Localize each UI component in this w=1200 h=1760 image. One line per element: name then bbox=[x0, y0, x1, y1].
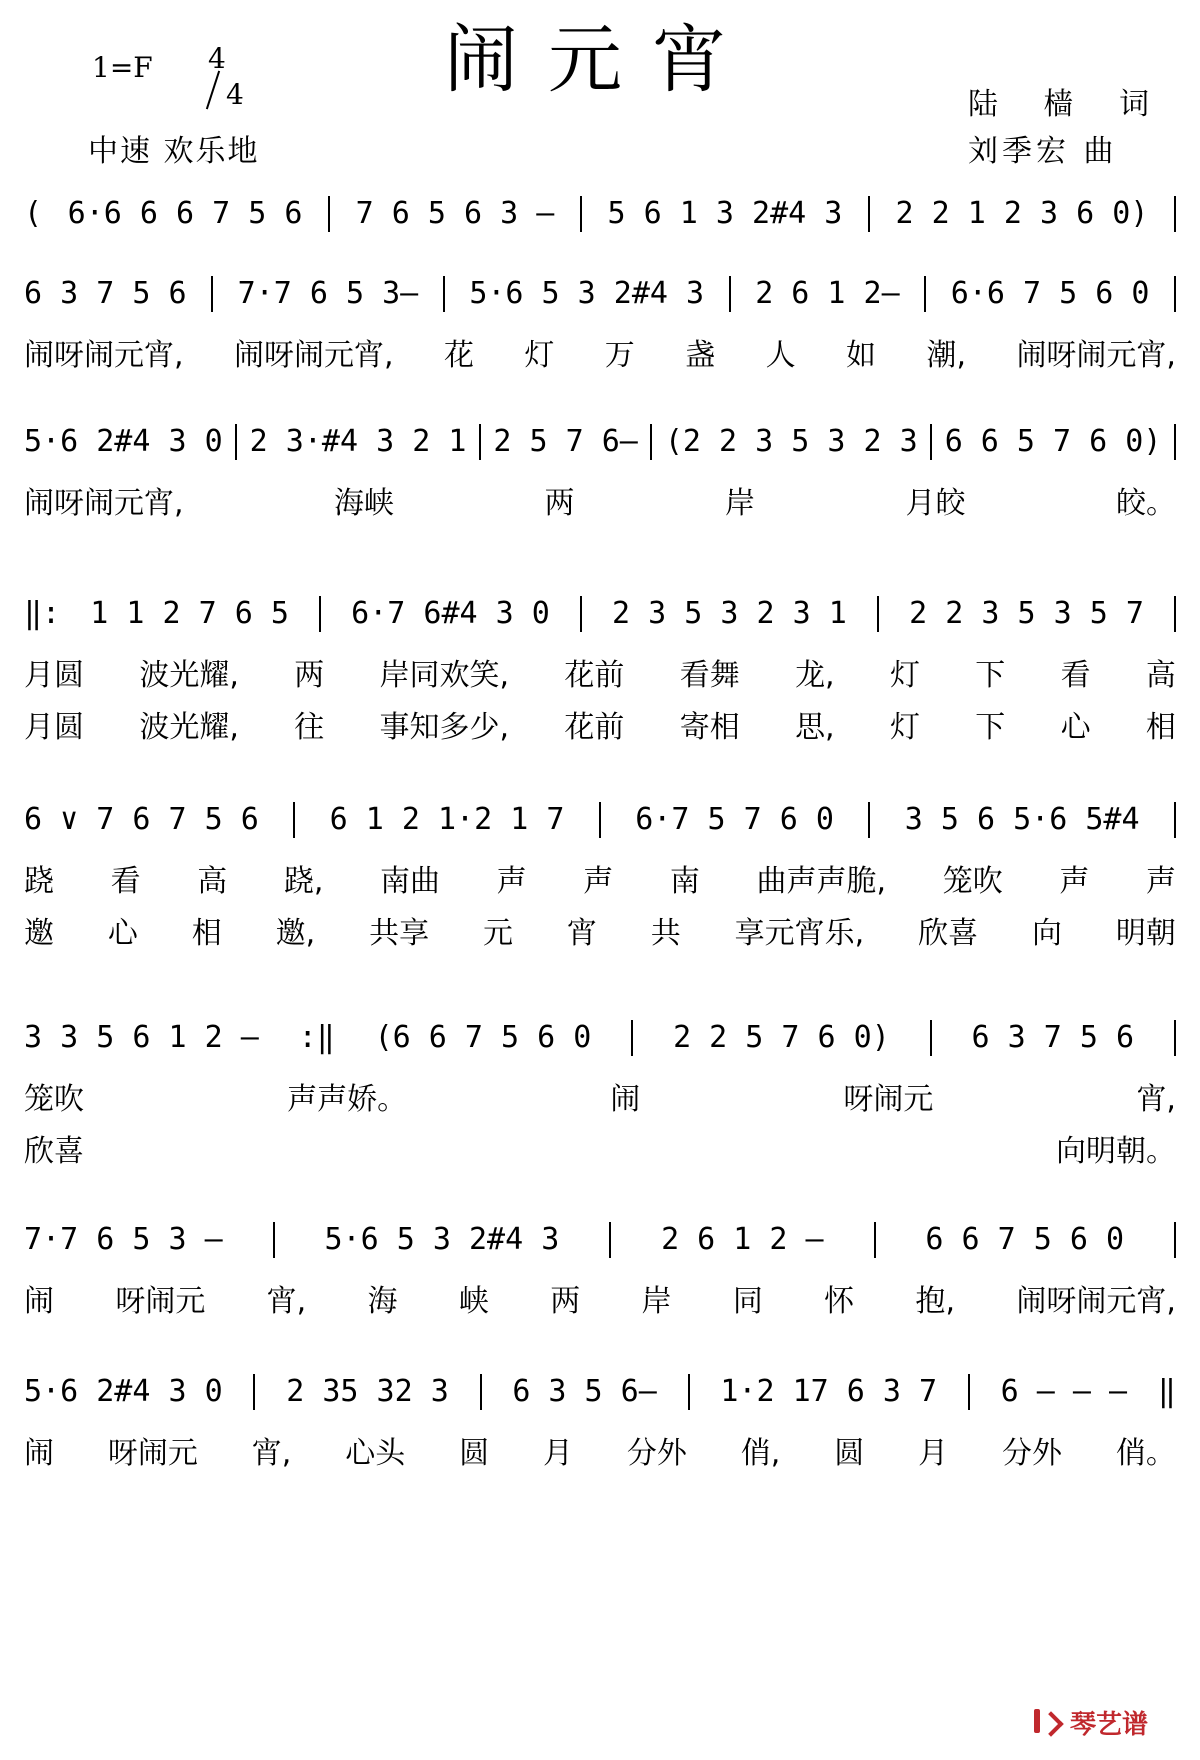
barline bbox=[874, 1222, 876, 1258]
barline bbox=[599, 802, 601, 838]
lyric-word: 万 bbox=[604, 338, 635, 373]
note-group: 2 3 5 3 2 3 1 bbox=[612, 596, 847, 631]
barline bbox=[930, 424, 932, 460]
notation-line bbox=[24, 272, 1176, 316]
lyric-word: 同 bbox=[732, 1284, 763, 1319]
notation-line bbox=[24, 1016, 1176, 1060]
lyric-word: 宵, bbox=[251, 1436, 292, 1471]
note-group: 6·7 5 7 6 0 bbox=[635, 802, 834, 837]
note-group: :‖ bbox=[298, 1020, 335, 1055]
lyric-word: 灯 bbox=[889, 710, 920, 745]
lyric-word: 共享 bbox=[369, 916, 430, 951]
lyric-word: 声 bbox=[1059, 864, 1090, 899]
note-group: 7 6 5 6 3 — bbox=[355, 196, 555, 231]
lyric-word: 圆 bbox=[459, 1436, 490, 1471]
lyric-word: 闹 bbox=[24, 1436, 54, 1471]
barline bbox=[273, 1222, 275, 1258]
lyric-word: 俏。 bbox=[1115, 1436, 1176, 1471]
lyric-word: 相 bbox=[191, 916, 222, 951]
barline bbox=[729, 276, 731, 312]
lyric-word: 相 bbox=[1145, 710, 1176, 745]
lyric-word: 花前 bbox=[564, 658, 625, 693]
notation-line bbox=[24, 192, 1176, 236]
lyric-word: 灯 bbox=[889, 658, 920, 693]
note-group: 6 3 5 6— bbox=[512, 1374, 657, 1409]
barline bbox=[479, 424, 481, 460]
note-group: (2 2 3 5 3 2 3 bbox=[664, 424, 918, 459]
note-group: 6 ∨ 7 6 7 5 6 bbox=[24, 802, 259, 837]
time-signature-slash bbox=[206, 71, 220, 110]
barline bbox=[1174, 1020, 1176, 1056]
note-group: 6·6 6 6 7 5 6 bbox=[67, 196, 303, 231]
barline bbox=[631, 1020, 633, 1056]
note-group: 2 35 32 3 bbox=[286, 1374, 449, 1409]
lyric-word: 海峡 bbox=[334, 486, 395, 521]
lyric-word: 灯 bbox=[524, 338, 555, 373]
lyric-word: 呀闹元 bbox=[843, 1082, 934, 1117]
lyric-word: 呀闹元 bbox=[107, 1436, 198, 1471]
notation-line bbox=[24, 592, 1176, 636]
song-title: 闹元宵 bbox=[444, 17, 756, 103]
watermark bbox=[1030, 1700, 1170, 1744]
note-group: 2 2 1 2 3 6 0) bbox=[895, 196, 1149, 231]
lyric-word: 人 bbox=[765, 338, 796, 373]
barline bbox=[1174, 196, 1176, 232]
barline bbox=[1174, 596, 1176, 632]
note-group: 3 3 5 6 1 2 — bbox=[24, 1020, 259, 1055]
lyric-word: 声声娇。 bbox=[287, 1082, 408, 1117]
note-group: 5·6 2#4 3 0 bbox=[24, 424, 223, 459]
lyric-word: 花前 bbox=[564, 710, 625, 745]
barline bbox=[688, 1374, 690, 1410]
lyric-word: 龙, bbox=[795, 658, 835, 693]
barline bbox=[868, 802, 870, 838]
note-group: 7·7 6 5 3— bbox=[237, 276, 419, 311]
lyric-word: 下 bbox=[975, 710, 1006, 745]
lyric-word: 闹呀闹元宵, bbox=[24, 486, 184, 521]
tempo-marking: 中速 欢乐地 bbox=[88, 134, 260, 169]
lyric-word: 月 bbox=[918, 1436, 949, 1471]
barline bbox=[293, 802, 295, 838]
barline bbox=[1174, 276, 1176, 312]
barline bbox=[1174, 1222, 1176, 1258]
lyric-word: 宵, bbox=[266, 1284, 307, 1319]
lyric-word: 共 bbox=[650, 916, 681, 951]
lyric-word: 向明朝。 bbox=[1056, 1134, 1176, 1169]
lyric-word: 月圆 bbox=[24, 658, 84, 693]
composer-credit: 刘季宏 曲 bbox=[968, 134, 1118, 169]
lyric-word: 向 bbox=[1032, 916, 1062, 951]
lyric-word: 高 bbox=[1145, 658, 1176, 693]
lyric-line bbox=[24, 482, 1176, 526]
lyric-word: 声 bbox=[1145, 864, 1176, 899]
note-group: 2 6 1 2 — bbox=[661, 1222, 824, 1257]
lyric-word: 寄相 bbox=[679, 710, 740, 745]
lyric-line-verse-2 bbox=[24, 706, 1176, 750]
note-group: 1 1 2 7 6 5 bbox=[90, 596, 289, 631]
note-group: (6 6 7 5 6 0 bbox=[374, 1020, 592, 1055]
lyric-line bbox=[24, 1280, 1176, 1324]
note-group: ‖ bbox=[1157, 1374, 1176, 1409]
lyric-word: 看 bbox=[1060, 658, 1091, 693]
lyric-word: 曲声声脆, bbox=[756, 864, 887, 899]
lyric-word: 皎。 bbox=[1115, 486, 1176, 521]
lyric-word: 心 bbox=[107, 916, 138, 951]
lyric-line bbox=[24, 860, 1176, 904]
barline bbox=[930, 1020, 932, 1056]
lyric-word: 花 bbox=[443, 338, 474, 373]
lyric-word: 波光耀, bbox=[139, 658, 239, 693]
lyric-word: 波光耀, bbox=[139, 710, 239, 745]
lyric-word: 声 bbox=[583, 864, 614, 899]
lyric-line bbox=[24, 334, 1176, 378]
barline bbox=[609, 1222, 611, 1258]
note-group: 6·6 7 5 6 0 bbox=[950, 276, 1150, 311]
lyric-word: 南 bbox=[669, 864, 700, 899]
lyric-word: 事知多少, bbox=[379, 710, 510, 745]
note-group: 2 3·#4 3 2 1 bbox=[249, 424, 467, 459]
lyric-word: 岸 bbox=[725, 486, 755, 521]
lyric-word: 欣喜 bbox=[24, 1134, 84, 1169]
lyric-word: 潮, bbox=[926, 338, 967, 373]
note-group: ( bbox=[24, 196, 43, 231]
lyric-word: 闹呀闹元宵, bbox=[24, 338, 184, 373]
lyric-word: 分外 bbox=[1002, 1436, 1062, 1471]
barline bbox=[443, 276, 445, 312]
lyric-word: 岸同欢笑, bbox=[379, 658, 510, 693]
notation-line bbox=[24, 1370, 1176, 1414]
lyric-word: 闹 bbox=[24, 1284, 54, 1319]
lyric-line bbox=[24, 654, 1176, 698]
lyric-word: 两 bbox=[550, 1284, 581, 1319]
lyric-word: 两 bbox=[544, 486, 575, 521]
key-signature: 1=F bbox=[92, 51, 153, 84]
time-signature-bottom: 4 bbox=[226, 78, 244, 111]
note-group: 6 6 5 7 6 0) bbox=[944, 424, 1162, 459]
note-group: 5·6 2#4 3 0 bbox=[24, 1374, 223, 1409]
barline bbox=[968, 1374, 970, 1410]
lyric-word: 欣喜 bbox=[918, 916, 979, 951]
note-group: 6 1 2 1·2 1 7 bbox=[329, 802, 565, 837]
lyric-line-verse-2 bbox=[24, 1130, 1176, 1174]
lyric-line bbox=[24, 1432, 1176, 1476]
lyric-word: 如 bbox=[846, 338, 877, 373]
lyric-word: 南曲 bbox=[380, 864, 441, 899]
lyric-word: 宵 bbox=[566, 916, 597, 951]
watermark-logo-icon bbox=[1030, 1705, 1064, 1739]
lyric-word: 怀 bbox=[824, 1284, 855, 1319]
barline bbox=[235, 424, 237, 460]
lyric-word: 心头 bbox=[345, 1436, 406, 1471]
barline bbox=[580, 596, 582, 632]
barline bbox=[211, 276, 213, 312]
lyric-word: 盏 bbox=[685, 338, 716, 373]
barline bbox=[480, 1374, 482, 1410]
note-group: 5·6 5 3 2#4 3 bbox=[324, 1222, 560, 1257]
barline bbox=[868, 196, 870, 232]
lyric-word: 闹呀闹元宵, bbox=[1016, 1284, 1176, 1319]
lyric-word: 看舞 bbox=[679, 658, 740, 693]
barline bbox=[650, 424, 652, 460]
notation-line bbox=[24, 420, 1176, 464]
lyric-word: 岸 bbox=[641, 1284, 672, 1319]
barline bbox=[319, 596, 321, 632]
lyric-word: 邀 bbox=[24, 916, 54, 951]
note-group: 2 5 7 6— bbox=[493, 424, 638, 459]
time-signature-top: 4 bbox=[208, 42, 226, 75]
lyric-word: 闹呀闹元宵, bbox=[1016, 338, 1176, 373]
lyric-word: 笼吹 bbox=[942, 864, 1003, 899]
note-group: 6 3 7 5 6 bbox=[24, 276, 187, 311]
lyric-line bbox=[24, 1078, 1176, 1122]
note-group: 2 2 5 7 6 0) bbox=[673, 1020, 890, 1055]
lyric-line-verse-2 bbox=[24, 912, 1176, 956]
lyric-word: 跷 bbox=[24, 864, 54, 899]
barline bbox=[924, 276, 926, 312]
note-group: 2 2 3 5 3 5 7 bbox=[909, 596, 1144, 631]
note-group: 1·2 17 6 3 7 bbox=[720, 1374, 938, 1409]
note-group: 5 6 1 3 2#4 3 bbox=[607, 196, 843, 231]
lyric-word: 抱, bbox=[915, 1284, 956, 1319]
lyric-word: 享元宵乐, bbox=[734, 916, 865, 951]
lyric-word: 圆 bbox=[834, 1436, 865, 1471]
note-group: 3 5 6 5·6 5#4 bbox=[904, 802, 1140, 837]
lyric-word: 下 bbox=[975, 658, 1006, 693]
note-group: 2 6 1 2— bbox=[755, 276, 900, 311]
note-group: 6 — — — bbox=[1000, 1374, 1128, 1409]
lyric-word: 往 bbox=[294, 710, 325, 745]
lyric-word: 海 bbox=[367, 1284, 398, 1319]
lyric-word: 月皎 bbox=[905, 486, 966, 521]
lyric-word: 闹 bbox=[610, 1082, 641, 1117]
barline bbox=[253, 1374, 255, 1410]
lyric-word: 宵, bbox=[1136, 1082, 1176, 1117]
lyric-word: 闹呀闹元宵, bbox=[233, 338, 394, 373]
lyric-word: 月圆 bbox=[24, 710, 84, 745]
lyric-word: 元 bbox=[483, 916, 513, 951]
lyric-word: 跷, bbox=[283, 864, 324, 899]
lyric-word: 看 bbox=[110, 864, 141, 899]
lyric-word: 声 bbox=[496, 864, 527, 899]
lyric-word: 笼吹 bbox=[24, 1082, 84, 1117]
lyricist-credit: 陆 樯 词 bbox=[968, 87, 1168, 122]
watermark-text: 琴艺谱 bbox=[1070, 1709, 1149, 1740]
lyric-word: 高 bbox=[197, 864, 228, 899]
lyric-word: 明朝 bbox=[1115, 916, 1176, 951]
time-signature bbox=[196, 42, 246, 112]
lyric-word: 俏, bbox=[740, 1436, 781, 1471]
note-group: ‖: bbox=[24, 596, 61, 631]
lyric-word: 思, bbox=[795, 710, 835, 745]
barline bbox=[1174, 802, 1176, 838]
lyric-word: 峡 bbox=[458, 1284, 489, 1319]
note-group: 5·6 5 3 2#4 3 bbox=[469, 276, 705, 311]
barline bbox=[580, 196, 582, 232]
lyric-word: 心 bbox=[1060, 710, 1091, 745]
note-group: 6 3 7 5 6 bbox=[971, 1020, 1135, 1055]
lyric-word: 两 bbox=[294, 658, 325, 693]
notation-line bbox=[24, 798, 1176, 842]
note-group: 6 6 7 5 6 0 bbox=[925, 1222, 1125, 1257]
barline bbox=[877, 596, 879, 632]
lyric-word: 月 bbox=[543, 1436, 573, 1471]
note-group: 6·7 6#4 3 0 bbox=[351, 596, 550, 631]
notation-line bbox=[24, 1218, 1176, 1262]
note-group: 7·7 6 5 3 — bbox=[24, 1222, 223, 1257]
lyric-word: 邀, bbox=[275, 916, 316, 951]
barline bbox=[1174, 424, 1176, 460]
barline bbox=[328, 196, 330, 232]
lyric-word: 分外 bbox=[626, 1436, 687, 1471]
lyric-word: 呀闹元 bbox=[115, 1284, 206, 1319]
